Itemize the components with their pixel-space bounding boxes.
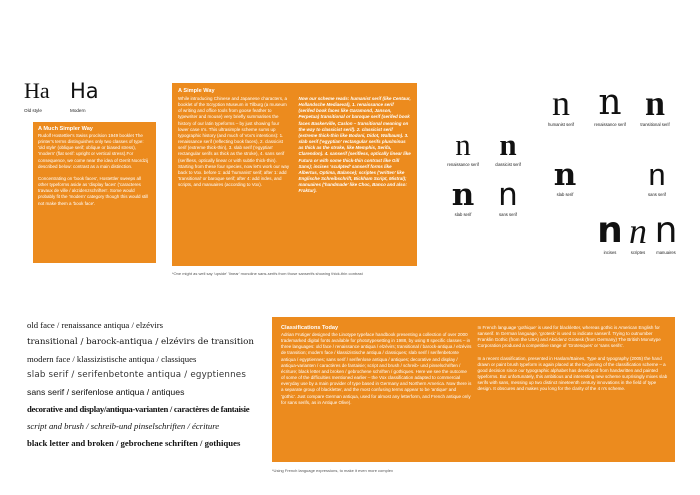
class-decorative: decorative and display/antiqua-varianten / caractères de fantaisie: [27, 403, 250, 414]
footnote-french: *Using French language expressions, to make it even more complex: [272, 468, 393, 473]
class-sans-serif: sans serif / serifenlose antiqua / antiques: [27, 387, 185, 398]
classification-list: [27, 321, 267, 455]
glyph-sans-serif-right: n sans serif: [648, 157, 666, 197]
classifications-today-box: [272, 317, 675, 462]
class-transitional: transitional / barock-antiqua / elzévirs de transition: [27, 336, 254, 347]
simple-way-box: [172, 83, 417, 266]
modern-caption: Modern: [70, 108, 86, 113]
glyph-slab-serif-right: n slab serif: [553, 157, 577, 197]
glyph-humanist-serif: n humanist serif: [547, 83, 575, 127]
footnote-contrast: *One might as well say 'upside' 'linear' monoline sans-serifs from those sanserifs showing thick-thin contrast: [172, 271, 363, 276]
glyph-slab-serif: n slab serif: [451, 177, 475, 217]
classifications-today-column-2b: In a recent classification, presented in Haslam/Baines, Type and typography (2005) the hand drawn or paint brush typeform is again placed at the beginning of the classification scheme – a good decision since our typographic alphabet has developed from handwritten and painted typeforms. But unfortunately, this ambitious and interesting new scheme surprisingly mixes slab serifs with sans, messing up two distinct nineteenth century innovations in the field of type design. It obscures and makes you long for the clarity of the 4 n's scheme.: [477, 355, 668, 392]
simple-way-column-2: Now our scheme reads: humanist serif (like Centaur, Hollandsche Mediaeval), 1. renaissance serif (serifed book faces like Garamond, Janson, Perpetua) transitional or baroque serif (serifed book faces Baskerville, Caslon – transitional meaning on the way to classicist serif). 2. classicist serif (extreme thick-thin like Bodoni, Didot, Walbaum). 3. slab serif ('egyptian' rectangular serifs plus/minus as thick as the stroke, like Memphis, Serifa, Clarendon). 4. sanserif (serifless, optically linear like Futura or with some thick-thin contrast like Gill Sans); incises 'sculpted' sanserif forms like Albertus, Optima, Balance); scriptes ('written' like Englische Schreibschrift, Bickham Script, Mistral); manuaires ('handmade' like Choc, Banco and also: Fraktur).: [298, 96, 411, 194]
glyph-manuaires: n manuaires: [654, 210, 678, 255]
classifications-today-title: Classifications Today: [281, 325, 339, 331]
class-modern-face: modern face / klassizistische antiqua / classiques: [27, 353, 197, 364]
class-black-letter: black letter and broken / gebrochene schriften / gothiques: [27, 437, 241, 448]
simple-way-title: A Simple Way: [178, 88, 215, 94]
old-style-caption: Old style: [24, 108, 42, 113]
classifications-today-column-2a: In French language 'gothique' is used for blackletter, whereas gothic is American English for sanserif. In German language, 'grotesk' is used to indicate sanserif. Trying to outnumber Franklin Gothic (from the USA) and Akzidenz Grotesk (from Germany) The British Monotype Corporation produced a competitive range of 'Grotesques' or 'sans serifs'.: [477, 325, 661, 349]
glyph-sans-serif: n sans serif: [498, 177, 518, 217]
simpler-way-box: [33, 122, 156, 263]
glyph-renaissance-serif: n renaissance serif: [447, 127, 479, 167]
class-old-face: old face / renaissance antiqua / elzévirs: [27, 320, 164, 330]
old-style-specimen: Ha: [24, 78, 50, 103]
glyph-scriptes: n scriptes: [629, 211, 647, 255]
glyph-transitional-serif: n transitional serif: [640, 83, 670, 127]
class-script: script and brush / schreib-und pinselschriften / écriture: [27, 420, 220, 431]
simpler-way-title: A Much Simpler Way: [38, 126, 93, 132]
class-slab-serif: slab serif / serifenbetonte antiqua / egyptiennes: [27, 370, 247, 381]
glyph-incises: n incises: [597, 210, 623, 255]
glyph-classicist-serif: n classicist serif: [495, 127, 521, 167]
classifications-today-column-1: Adrian Frutiger designed the Linotype typeface handbook presenting a collection of over 2000 trademarked digital fonts available for phototypesetting in 1988, by using 8 specific classes – in three languages: old face / renaissance antiqua / elzévirs; transitional / barock-antiqua / elzévirs de transition; modern face / klassizistische antiqua / classiques; slab serif / serifenbetonte antiqua / egyptiennes; sans serif / serifenlose antiqua / antiques; decorative and display / antiqua-varianten / caractères de fantaisie; script and brush / schreib- und pinselschriften / écriture; black letter and broken / gebrochene schriften / gothiques. Here we see the outcome of some of the difficulties mentioned earlier – the Vox classification adapted to commercial everyday use by a main provider of type based in Germany and Northern America. Now there is a separate group of blackletter, and the most confusing terms appear to be 'antique' and 'gothic'. Just compare German antiqua, used for almost any letterform, and French antique only for sans serifs, as in Antique Olive).: [281, 332, 472, 405]
simple-way-column-1: While introducing Chinese and Japanese characters, a booklet of the Scryption Museum in Tilburg (a museum of writing and office tools from goose feather to typewriter and mouse) very briefly summarises the history of our latin typeforms – by just showing four lower case n's. This ultrasimple scheme sums up typographic history (and much of Vox's intentions): 1. renaissance serif (reflecting book faces), 2. classicist serif (extreme thick-thin), 3. slab serif ('egyptian' rectangular serifs as thick as the stroke), 4. sans serif (serifless, optically linear or with subtle thick-thin). Starting from these four species, now let's work our way back to Vox. before 1: add 'humanist' serif; after 1: add 'transitional' or baroque serif; after 4: add indes, and scripts, and manuaires (according to Vox).: [178, 96, 290, 188]
modern-specimen: Ha: [70, 79, 99, 103]
simpler-way-paragraph-2: Concentrating on 'book faces', Hostettler sweeps all other typeforms aside as 'display faces' ('caracteres travaux de ville / akzidenzschriften'. Some would probably fit the 'modern' category though this would still not make them a 'book face'.: [38, 175, 149, 206]
glyph-renaissance-serif-top: n renaissance serif: [594, 82, 626, 127]
simpler-way-paragraph-1: Rudolf Hostettler's Swiss proclsion 1949 booklet The printer's terms distinguishes only two classes of type: 'old style' (oblique serif; oblique or biased stress), 'modern' (flat serif: upright or vertical stress).For consequence, we come near the idea of Gerrit Noordzij described below: contrast as a main distinction.: [38, 133, 149, 169]
